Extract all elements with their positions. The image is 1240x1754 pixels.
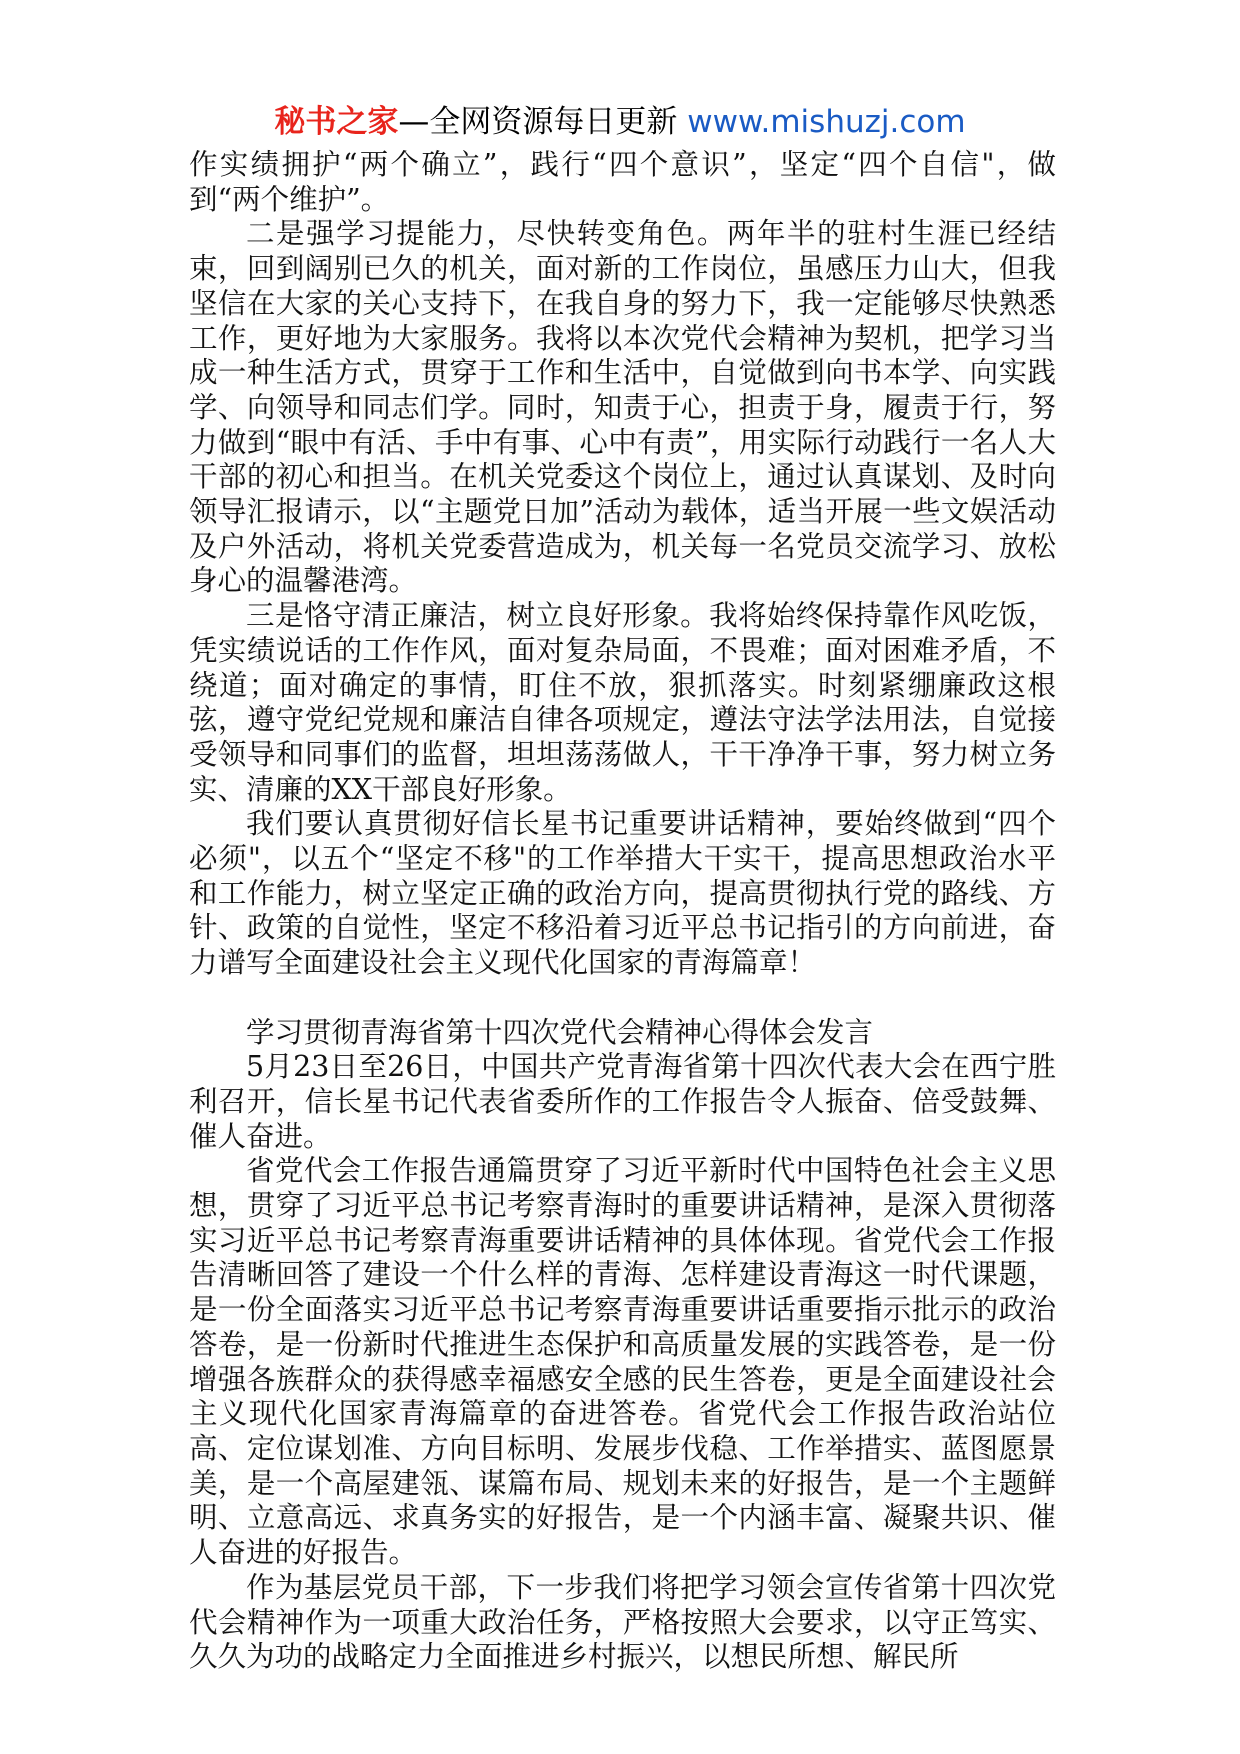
paragraph-conclusion: 我们要认真贯彻好信长星书记重要讲话精神，要始终做到“四个必须"，以五个“坚定不移"的工作举措大干实干，提高思想政治水平和工作能力，树立坚定正确的政治方向，提高贯彻执行党的路线、方针、政策的自觉性，坚定不移沿着习近平总书记指引的方向前进，奋力谱写全面建设社会主义现代化国家的青海篇章！ (189, 807, 1056, 980)
document-body (189, 148, 1056, 1675)
paragraph-report-review: 省党代会工作报告通篇贯穿了习近平新时代中国特色社会主义思想，贯穿了习近平总书记考察青海时的重要讲话精神，是深入贯彻落实习近平总书记考察青海重要讲话精神的具体体现。省党代会工作报告清晰回答了建设一个什么样的青海、怎样建设青海这一时代课题，是一份全面落实习近平总书记考察青海重要讲话重要指示批示的政治答卷，是一份新时代推进生态保护和高质量发展的实践答卷，是一份增强各族群众的获得感幸福感安全感的民生答卷，更是全面建设社会主义现代化国家青海篇章的奋进答卷。省党代会工作报告政治站位高、定位谋划准、方向目标明、发展步伐稳、工作举措实、蓝图愿景美，是一个高屋建瓴、谋篇布局、规划未来的好报告，是一个主题鲜明、立意高远、求真务实的好报告，是一个内涵丰富、凝聚共识、催人奋进的好报告。 (189, 1154, 1056, 1570)
paragraph-next-steps: 作为基层党员干部，下一步我们将把学习领会宣传省第十四次党代会精神作为一项重大政治任务，严格按照大会要求，以守正笃实、久久为功的战略定力全面推进乡村振兴，以想民所想、解民所 (189, 1570, 1056, 1674)
header-brand: 秘书之家 (274, 104, 399, 140)
header-url-link[interactable]: www.mishuzj.com (687, 104, 966, 140)
page-header (0, 100, 1240, 144)
header-slogan: —全网资源每日更新 (398, 104, 688, 140)
section-title: 学习贯彻青海省第十四次党代会精神心得体会发言 (246, 1015, 874, 1049)
paragraph-integrity: 三是恪守清正廉洁，树立良好形象。我将始终保持靠作风吃饭，凭实绩说话的工作作风，面对复杂局面，不畏难；面对困难矛盾，不绕道；面对确定的事情，盯住不放，狠抓落实。时刻紧绷廉政这根弦，遵守党纪党规和廉洁自律各项规定，遵法守法学法用法，自觉接受领导和同事们的监督，坦坦荡荡做人，干干净净干事，努力树立务实、清廉的XX干部良好形象。 (189, 599, 1056, 806)
paragraph-congress-intro: 5月23日至26日，中国共产党青海省第十四次代表大会在西宁胜利召开，信长星书记代表省委所作的工作报告令人振奋、倍受鼓舞、催人奋进。 (189, 1050, 1056, 1153)
paragraph-spacer (189, 981, 1056, 1016)
paragraph-continuation: 作实绩拥护“两个确立”，践行“四个意识”，坚定“四个自信"，做到“两个维护”。 (189, 148, 1056, 216)
paragraph-study: 二是强学习提能力，尽快转变角色。两年半的驻村生涯已经结束，回到阔别已久的机关，面对新的工作岗位，虽感压力山大，但我坚信在大家的关心支持下，在我自身的努力下，我一定能够尽快熟悉工作，更好地为大家服务。我将以本次党代会精神为契机，把学习当成一种生活方式，贯穿于工作和生活中，自觉做到向书本学、向实践学、向领导和同志们学。同时，知责于心，担责于身，履责于行，努力做到“眼中有活、手中有事、心中有责”，用实际行动践行一名人大干部的初心和担当。在机关党委这个岗位上，通过认真谋划、及时向领导汇报请示，以“主题党日加”活动为载体，适当开展一些文娱活动及户外活动，将机关党委营造成为，机关每一名党员交流学习、放松身心的温馨港湾。 (189, 217, 1056, 598)
